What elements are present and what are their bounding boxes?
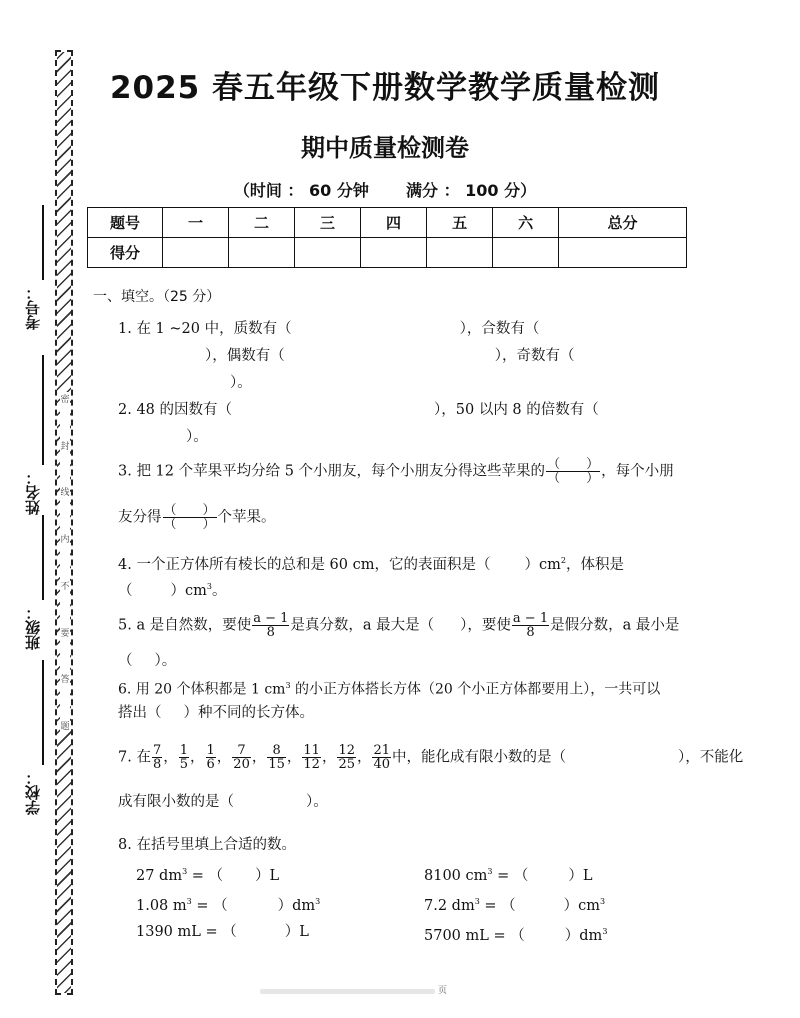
fraction: $\frac{1}{5}$ <box>179 743 189 772</box>
time-and-score <box>100 178 670 201</box>
q6-line1: 6. 用 20 个体积都是 1 $cm^3$ 的小正方体搭长方体（20 个小正方体都要用上），一共可以 <box>118 681 661 698</box>
binding-strip <box>55 50 73 995</box>
page-footer <box>260 986 460 996</box>
fraction: $\frac{7}{20}$ <box>233 743 250 772</box>
fraction: $\frac{7}{8}$ <box>152 743 162 772</box>
seal-char: 不 <box>60 581 70 592</box>
q2-line1: 2. 48 的因数有（ ），50 以内 8 的倍数有（ <box>118 402 599 418</box>
name-label: 姓名： <box>24 470 42 515</box>
q8-item: 1390 mL = （ ）L <box>136 924 309 940</box>
q1-line2: ），偶数有（ ），奇数有（ <box>205 348 575 364</box>
score-cell[interactable] <box>361 238 427 268</box>
seal-char: 答 <box>60 675 70 686</box>
table-header-cell: 四 <box>361 208 427 238</box>
q3-line2: 友分得 $\frac{( )}{( )}$ 个苹果。 <box>118 503 276 532</box>
school-label: 学校： <box>24 770 42 815</box>
q8-item: 8100 $cm^3$ = （ ）L <box>424 867 593 884</box>
seal-char: 封 <box>60 441 70 452</box>
score-table-score-row <box>88 238 687 268</box>
table-header-cell: 三 <box>295 208 361 238</box>
table-header-cell: 一 <box>163 208 229 238</box>
score-cell[interactable] <box>229 238 295 268</box>
q1-line3: ）。 <box>230 375 252 391</box>
fraction: $\frac{1}{6}$ <box>206 743 215 772</box>
q7-line1: 7. 在 $\frac{7}{8}$ ， $\frac{1}{5}$ ， $\frac{1}{6}$ ， $\frac{7}{20}$ ， $\frac{8}{15}$ ， $\frac{11}{12}$ ， $\frac{12}{25}$ ， $\frac{21}{40}$ 中，能化成有限小数的是（ ），不能化 <box>118 743 744 772</box>
q8-heading: 8. 在括号里填上合适的数。 <box>118 837 296 853</box>
q7-line2: 成有限小数的是（ ）。 <box>118 794 328 810</box>
seal-char: 密 <box>60 395 70 405</box>
fraction: $\frac{11}{12}$ <box>303 743 320 772</box>
score-cell[interactable] <box>427 238 493 268</box>
q1-line1: 1. 在 1 ~20 中，质数有（ ），合数有（ <box>118 321 540 337</box>
footer-bar <box>260 989 435 994</box>
exam-number-label: 考号： <box>24 285 42 330</box>
q8-item: 27 $dm^3$ = （ ）L <box>136 867 280 884</box>
time-label: （时间 ： 60 分钟 <box>233 181 369 200</box>
fraction-blank[interactable]: $\frac{( )}{( )}$ <box>547 457 600 486</box>
table-header-cell: 总分 <box>559 208 687 238</box>
seal-char: 内 <box>60 535 70 546</box>
fraction: $\frac{8}{15}$ <box>268 743 285 772</box>
total-score-label: 满分 ： 100 分） <box>406 181 537 200</box>
class-label: 班级： <box>24 605 42 650</box>
q8-item: 5700 mL = （ ）$dm^3$ <box>424 927 608 944</box>
q5-line1: 5. a 是自然数，要使 $\frac{a - 1}{8}$ 是真分数，a 最大是（ ），要使 $\frac{a - 1}{8}$ 是假分数，a 最小是 <box>118 611 680 640</box>
fraction-a-minus-1-over-8: $\frac{a - 1}{8}$ <box>253 611 289 640</box>
name-line <box>42 355 44 465</box>
fraction: $\frac{12}{25}$ <box>338 743 355 772</box>
score-table-header-row <box>88 208 687 238</box>
q6-line2: 搭出（ ）种不同的长方体。 <box>118 705 314 721</box>
score-row-label: 得分 <box>88 238 163 268</box>
score-cell[interactable] <box>295 238 361 268</box>
score-table <box>87 207 687 268</box>
fraction-a-minus-1-over-8: $\frac{a - 1}{8}$ <box>512 611 549 640</box>
table-header-cell: 二 <box>229 208 295 238</box>
exam-subtitle: 期中质量检测卷 <box>301 134 469 162</box>
q2-line2: ）。 <box>186 429 208 445</box>
table-header-cell: 五 <box>427 208 493 238</box>
exam-number-line <box>42 205 44 280</box>
score-cell[interactable] <box>559 238 687 268</box>
q4-line2: （ ）$cm^3$。 <box>118 582 227 599</box>
seal-char: 要 <box>60 628 70 639</box>
score-cell[interactable] <box>493 238 559 268</box>
table-header-cell: 题号 <box>88 208 163 238</box>
exam-title: 2025 春五年级下册数学教学质量检测 <box>109 70 661 106</box>
school-line <box>42 660 44 765</box>
table-header-cell: 六 <box>493 208 559 238</box>
q4-line1: 4. 一个正方体所有棱长的总和是 60 cm，它的表面积是（ ）$cm^2$，体积是 <box>118 556 624 573</box>
seal-line-text <box>60 392 70 732</box>
q5-line2: （ ）。 <box>118 653 177 669</box>
q8-item: 7.2 $dm^3$ = （ ）$cm^3$ <box>424 897 606 914</box>
seal-char: 题 <box>60 721 70 732</box>
fraction-blank[interactable]: $\frac{( )}{( )}$ <box>163 503 216 532</box>
q8-item: 1.08 $m^3$ = （ ）$dm^3$ <box>136 897 321 914</box>
page-label: 页 <box>438 986 448 996</box>
class-line <box>42 515 44 600</box>
score-cell[interactable] <box>163 238 229 268</box>
q3-line1: 3. 把 12 个苹果平均分给 5 个小朋友，每个小朋友分得这些苹果的 $\frac{( )}{( )}$ ，每个小朋 <box>118 457 674 486</box>
seal-char: 线 <box>60 488 70 499</box>
section-heading: 一、填空。（25 分） <box>93 289 221 305</box>
fraction: $\frac{21}{40}$ <box>373 743 391 772</box>
